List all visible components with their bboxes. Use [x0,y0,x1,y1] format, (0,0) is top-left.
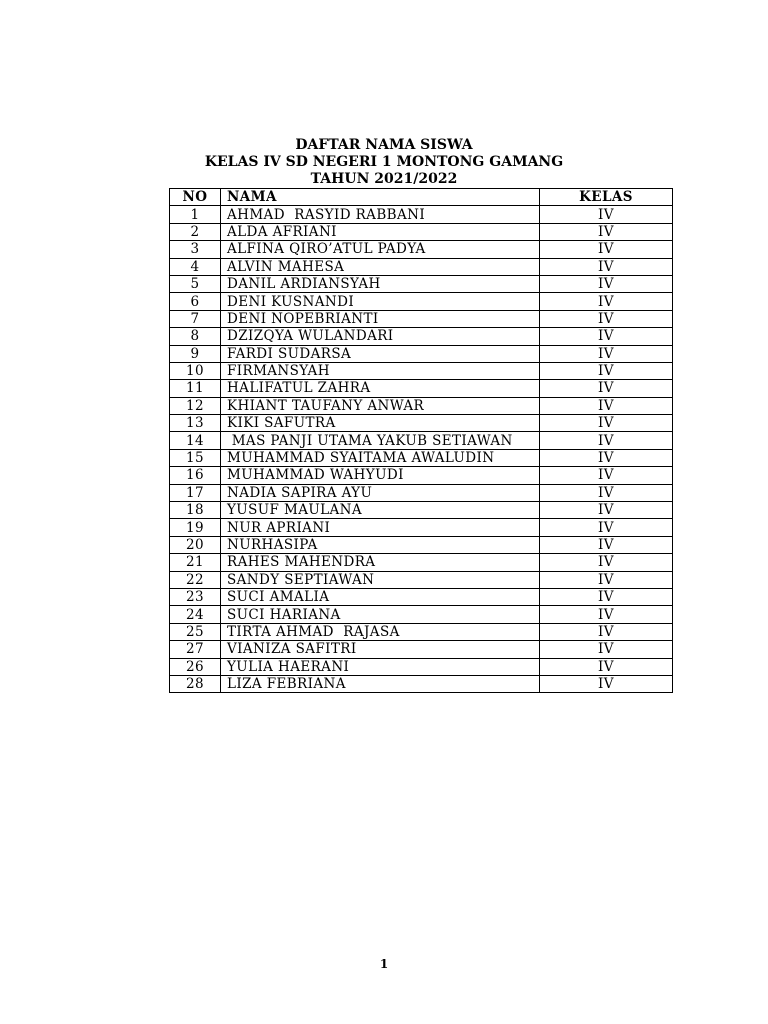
cell-no: 3 [170,241,221,258]
cell-no: 27 [170,641,221,658]
cell-no: 10 [170,362,221,379]
cell-nama: SANDY SEPTIAWAN [221,571,540,588]
cell-nama: SUCI AMALIA [221,588,540,605]
cell-no: 19 [170,519,221,536]
cell-no: 21 [170,554,221,571]
cell-no: 12 [170,397,221,414]
table-row [170,467,673,484]
cell-no: 23 [170,588,221,605]
table-header-row [170,189,673,206]
cell-no: 7 [170,310,221,327]
cell-kelas: IV [540,362,673,379]
table-row [170,675,673,692]
table-row [170,588,673,605]
cell-no: 9 [170,345,221,362]
cell-no: 20 [170,536,221,553]
cell-nama: DENI KUSNANDI [221,293,540,310]
cell-kelas: IV [540,536,673,553]
cell-no: 1 [170,206,221,223]
cell-kelas: IV [540,415,673,432]
cell-kelas: IV [540,345,673,362]
cell-nama: RAHES MAHENDRA [221,554,540,571]
cell-no: 2 [170,223,221,240]
student-table [169,188,673,693]
table-row [170,258,673,275]
header-kelas: KELAS [540,189,673,206]
cell-no: 4 [170,258,221,275]
cell-kelas: IV [540,275,673,292]
cell-kelas: IV [540,223,673,240]
title-line-3: TAHUN 2021/2022 [310,171,458,187]
cell-kelas: IV [540,467,673,484]
cell-kelas: IV [540,623,673,640]
cell-kelas: IV [540,293,673,310]
cell-kelas: IV [540,519,673,536]
title-line-2: KELAS IV SD NEGERI 1 MONTONG GAMANG [204,154,564,170]
cell-no: 13 [170,415,221,432]
table-row [170,519,673,536]
cell-no: 25 [170,623,221,640]
table-row [170,293,673,310]
cell-no: 17 [170,484,221,501]
page-number: 1 [379,957,389,971]
table-row [170,345,673,362]
cell-kelas: IV [540,432,673,449]
table-row [170,275,673,292]
cell-kelas: IV [540,258,673,275]
cell-nama: NADIA SAPIRA AYU [221,484,540,501]
header-nama: NAMA [221,189,540,206]
cell-kelas: IV [540,484,673,501]
cell-kelas: IV [540,675,673,692]
cell-kelas: IV [540,206,673,223]
cell-kelas: IV [540,641,673,658]
cell-nama: VIANIZA SAFITRI [221,641,540,658]
table-body [170,206,673,693]
cell-nama: SUCI HARIANA [221,606,540,623]
table-row [170,484,673,501]
cell-no: 15 [170,449,221,466]
cell-kelas: IV [540,397,673,414]
cell-nama: MUHAMMAD SYAITAMA AWALUDIN [221,449,540,466]
cell-nama: DENI NOPEBRIANTI [221,310,540,327]
cell-nama: HALIFATUL ZAHRA [221,380,540,397]
table-row [170,415,673,432]
cell-kelas: IV [540,606,673,623]
cell-nama: FARDI SUDARSA [221,345,540,362]
cell-nama: ALVIN MAHESA [221,258,540,275]
table-row [170,606,673,623]
table-row [170,310,673,327]
table-row [170,536,673,553]
cell-no: 26 [170,658,221,675]
cell-kelas: IV [540,658,673,675]
cell-nama: DZIZQYA WULANDARI [221,328,540,345]
cell-nama: NUR APRIANI [221,519,540,536]
cell-no: 22 [170,571,221,588]
cell-kelas: IV [540,241,673,258]
cell-kelas: IV [540,554,673,571]
cell-nama: LIZA FEBRIANA [221,675,540,692]
cell-kelas: IV [540,571,673,588]
title-line-1: DAFTAR NAMA SISWA [295,137,473,153]
header-no: NO [170,189,221,206]
table-row [170,328,673,345]
table-row [170,554,673,571]
cell-no: 5 [170,275,221,292]
cell-kelas: IV [540,380,673,397]
cell-kelas: IV [540,449,673,466]
cell-no: 8 [170,328,221,345]
cell-kelas: IV [540,588,673,605]
cell-nama: ALFINA QIRO’ATUL PADYA [221,241,540,258]
document-title [0,137,768,188]
cell-nama: AHMAD RASYID RABBANI [221,206,540,223]
cell-nama: YUSUF MAULANA [221,502,540,519]
cell-no: 24 [170,606,221,623]
table-row [170,502,673,519]
cell-no: 6 [170,293,221,310]
cell-nama: NURHASIPA [221,536,540,553]
cell-nama: YULIA HAERANI [221,658,540,675]
cell-nama: MUHAMMAD WAHYUDI [221,467,540,484]
table-row [170,380,673,397]
table-row [170,206,673,223]
table-row [170,241,673,258]
cell-no: 16 [170,467,221,484]
table-row [170,397,673,414]
table-row [170,449,673,466]
cell-nama: TIRTA AHMAD RAJASA [221,623,540,640]
cell-kelas: IV [540,502,673,519]
cell-no: 18 [170,502,221,519]
cell-nama: DANIL ARDIANSYAH [221,275,540,292]
table-row [170,223,673,240]
table-row [170,623,673,640]
cell-nama: ALDA AFRIANI [221,223,540,240]
table-row [170,641,673,658]
cell-nama: MAS PANJI UTAMA YAKUB SETIAWAN [221,432,540,449]
cell-kelas: IV [540,310,673,327]
cell-no: 14 [170,432,221,449]
cell-nama: KHIANT TAUFANY ANWAR [221,397,540,414]
cell-no: 28 [170,675,221,692]
cell-nama: KIKI SAFUTRA [221,415,540,432]
table-row [170,658,673,675]
table-row [170,571,673,588]
table-row [170,432,673,449]
cell-kelas: IV [540,328,673,345]
cell-no: 11 [170,380,221,397]
table-row [170,362,673,379]
cell-nama: FIRMANSYAH [221,362,540,379]
